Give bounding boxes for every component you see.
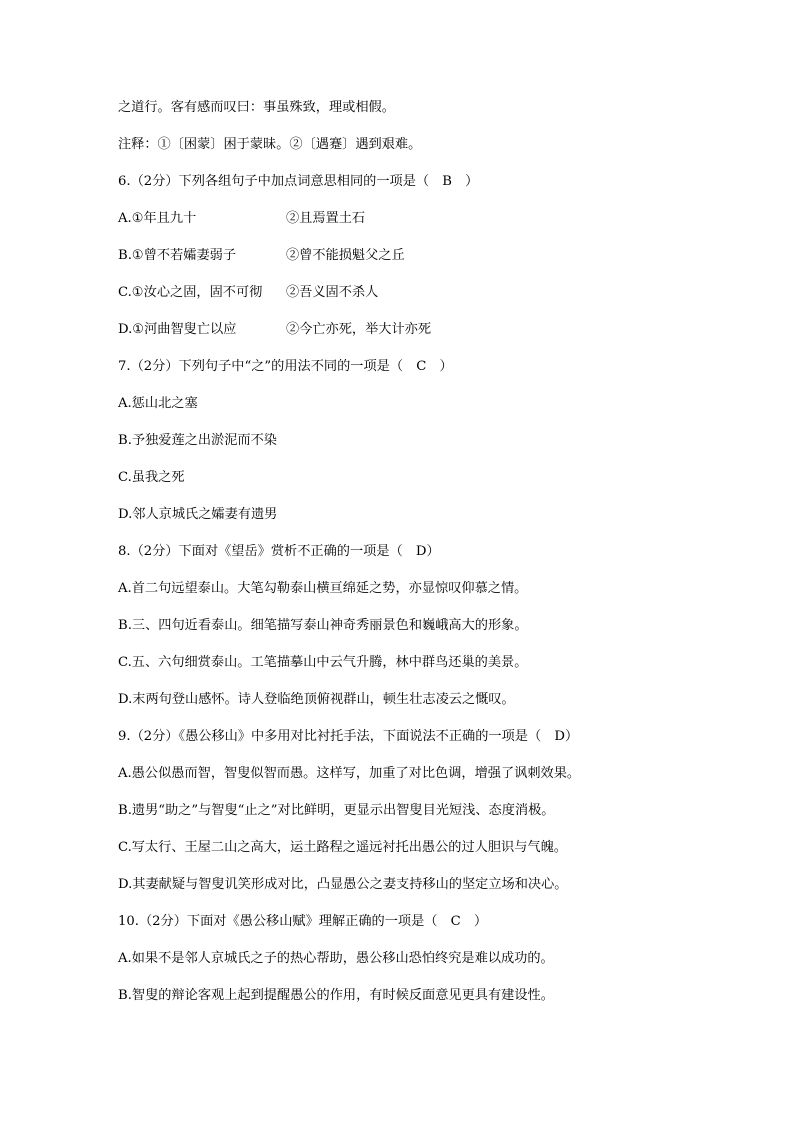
- passage-ending-line: 之道行。客有感而叹曰：事虽殊致，理或相假。: [118, 100, 395, 115]
- q6-option-b-part1: B.①曾不若孀妻弱子: [118, 248, 237, 263]
- q6-option-a-part2: ②且焉置土石: [286, 211, 366, 226]
- q8-option-c: C.五、六句细赏泰山。工笔描摹山中云气升腾，林中群鸟还巢的美景。: [118, 655, 528, 670]
- annotation-note: 注释：①〔困蒙〕困于蒙昧。②〔遇蹇〕遇到艰难。: [118, 137, 422, 152]
- q9-option-c: C.写太行、王屋二山之高大，运土路程之遥远衬托出愚公的过人胆识与气魄。: [118, 840, 567, 855]
- q10-option-a: A.如果不是邻人京城氏之子的热心帮助，愚公移山恐怕终究是难以成功的。: [118, 951, 554, 966]
- question-8: 8.（2分）下面对《望岳》赏析不正确的一项是（ D）: [118, 544, 440, 559]
- q6-option-c: [118, 284, 378, 302]
- q6-option-d-part1: D.①河曲智叟亡以应: [118, 322, 237, 337]
- question-10: 10.（2分）下面对《愚公移山赋》理解正确的一项是（ C ）: [118, 914, 488, 929]
- q9-option-b: B.遗男“助之”与智叟“止之”对比鲜明，更显示出智叟目光短浅、态度消极。: [118, 803, 555, 818]
- q6-option-c-part1: C.①汝心之固，固不可彻: [118, 285, 263, 300]
- q6-option-a-part1: A.①年且九十: [118, 211, 197, 226]
- q6-option-d: [118, 321, 431, 339]
- q8-option-d: D.末两句登山感怀。诗人登临绝顶俯视群山，顿生壮志凌云之慨叹。: [118, 692, 515, 707]
- q7-option-d: D.邻人京城氏之孀妻有遗男: [118, 507, 278, 522]
- q6-option-b: [118, 247, 405, 265]
- q6-option-b-part2: ②曾不能损魁父之丘: [286, 248, 405, 263]
- q6-option-c-part2: ②吾义固不杀人: [286, 285, 379, 300]
- q7-option-a: A.惩山北之塞: [118, 396, 198, 411]
- q10-option-b: B.智叟的辩论客观上起到提醒愚公的作用，有时候反面意见更具有建设性。: [118, 988, 554, 1003]
- q6-option-d-part2: ②今亡亦死，举大计亦死: [286, 322, 432, 337]
- q9-option-a: A.愚公似愚而智，智叟似智而愚。这样写，加重了对比色调，增强了讽刺效果。: [118, 766, 581, 781]
- q6-option-a: [118, 210, 365, 228]
- question-7: 7.（2分）下列句子中“之”的用法不同的一项是（ C ）: [118, 359, 453, 374]
- q8-option-a: A.首二句远望泰山。大笔勾勒泰山横亘绵延之势，亦显惊叹仰慕之情。: [118, 581, 528, 596]
- q9-option-d: D.其妻献疑与智叟讥笑形成对比，凸显愚公之妻支持移山的坚定立场和决心。: [118, 877, 568, 892]
- q8-option-b: B.三、四句近看泰山。细笔描写泰山神奇秀丽景色和巍峨高大的形象。: [118, 618, 528, 633]
- question-6: 6.（2分）下列各组句子中加点词意思相同的一项是（ B ）: [118, 174, 479, 189]
- q7-option-b: B.予独爱莲之出淤泥而不染: [118, 433, 277, 448]
- question-9: 9.（2分）《愚公移山》中多用对比衬托手法，下面说法不正确的一项是（ D）: [118, 729, 579, 744]
- q7-option-c: C.虽我之死: [118, 470, 185, 485]
